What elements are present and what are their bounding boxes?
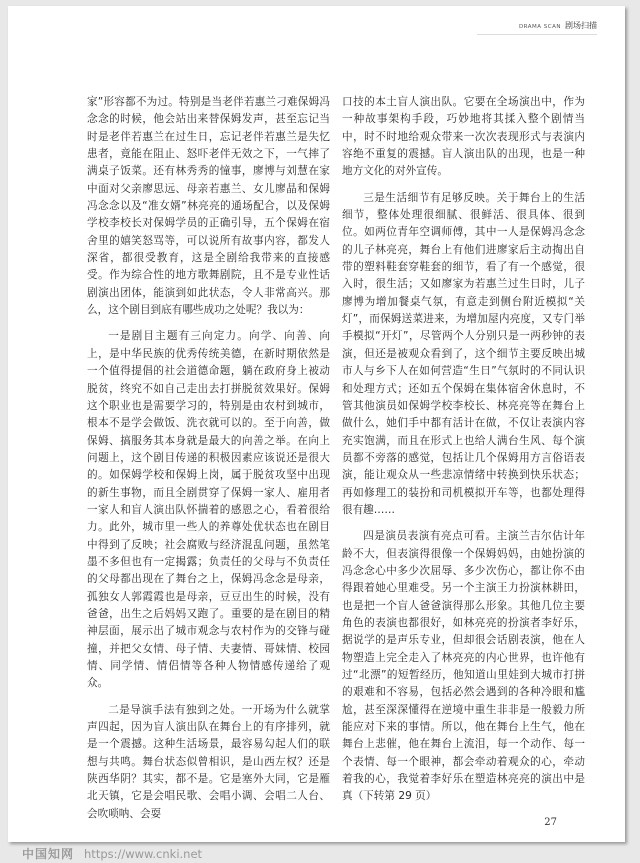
header-chinese: 剧场扫描	[565, 21, 597, 30]
source-footer	[22, 845, 202, 862]
paragraph: 二是导演手法有独到之处。一开场为什么就掌声四起，因为盲人演出队在舞台上的有序排列，就是一个震撼。这种生活场景，最容易勾起人们的联想与共鸣。舞台状态似曾相识，是山西左权？还是陕西华阴？其实，都不是。它是塞外大同，它是雁北天镇，它是会唱民歌、会唱小调、会唱二人台、会吹唢呐、会耍	[87, 703, 330, 820]
cnki-logo: 中国知网	[22, 847, 75, 861]
running-header	[519, 20, 597, 31]
paragraph: 口技的本土盲人演出队。它要在全场演出中，作为一种故事架构手段，巧妙地将其揉入整个剧情当中，时不时地给观众带来一次次表现形式与表演内容绝不重复的震撼。盲人演出队的出现，也是一种地方文化的对外宣传。	[342, 96, 585, 178]
left-column	[87, 94, 330, 823]
paragraph: 四是演员表演有亮点可看。主演兰吉尔估计年龄不大，但表演得很像一个保姆妈妈，由她扮演的冯念念心中多少次屈辱、多少次伤心，都让你不由得跟着她心里难受。另一个主演王力扮演林耕田，也是把一个盲人爸爸演得那么形象。其他几位主要角色的表演也都很好，如林亮亮的扮演者李好乐，据说学的是声乐专业，但却很会话剧表演，他在人物塑造上完全走入了林亮亮的内心世界，也许他有过“北漂”的短暂经历，他知道山里娃到大城市打拼的艰难和不容易，包括必然会遇到的各种冷眼和尴尬，甚至深深懂得在逆境中重生非非是一般毅力所能应对下来的事情。所以，他在舞台上生气，他在舞台上悲催，他在舞台上流泪，每一个动作、每一个表情、每一个眼神，都会牵动着观众的心，牵动着我的心，我觉着李好乐在塑造林亮亮的演出中是真（下转第 29 页）	[342, 530, 585, 803]
journal-page	[8, 6, 625, 842]
header-rule	[477, 34, 597, 35]
right-column	[342, 94, 585, 806]
cnki-url[interactable]: https://www.cnki.net	[84, 847, 203, 861]
paragraph: 家”形容都不为过。特别是当老伴若惠兰刁难保姆冯念念的时候，他会站出来替保姆发声，甚至忘记当时是老伴若惠兰在过生日，忘记老伴若惠兰是失忆患者，竟能在阻止、怒吓老伴无效之下，一气摔了满桌子饭菜。还有林秀秀的憧事，廖博与刘慧在家中面对父亲廖思远、母亲若惠兰、女儿廖晶和保姆冯念念以及“准女婿”林亮亮的通场配合，以及保姆学校李校长对保姆学员的正确引导，五个保姆在宿舍里的嬉笑怒骂等，可以说所有故事内容，都发人深省，都很受教育，这是全剧给我带来的直接感受。作为综合性的地方歌舞剧院，且不是专业性话剧演出团体，能演到如此状态，令人非常高兴。那么，这个剧目到底有哪些成功之处呢？我以为：	[87, 96, 330, 317]
paragraph: 三是生活细节有足够反映。关于舞台上的生活细节，整体处理很细腻、很鲜活、很具体、很到位。如两位青年空调师傅，其中一人是保姆冯念念的儿子林亮亮，舞台上有他们进廖家后主动掏出自带的塑料鞋套穿鞋套的细节，看了有一个感觉，很入时，很生活；又如廖家为若惠兰过生日时，儿子廖博为增加餐桌气氛，有意走到侧台附近模拟“关灯”，而保姆送菜进来，为增加屋内亮度，又专门举手模拟“开灯”，尽管两个人分别只是一两秒钟的表演，但还是被观众看到了，这个细节主要反映出城市人与乡下人在如何营造“生日”气氛时的不同认识和处理方式；还如五个保姆在集体宿舍休息时，不管其他演员如保姆学校李校长、林亮亮等在舞台上做什么，她们手中都有活计在做，不仅让表演内容充实饱满，而且在形式上也给人满台生风、每个演员都不旁落的感觉，包括让几个保姆用方言俗语表演，能让观众从一些悲凉情绪中转换到快乐状态；再如修理工的装扮和司机模拟开车等，也都处理得很有趣……	[342, 191, 585, 516]
header-english: DRAMA SCAN	[518, 24, 561, 30]
page-number: 27	[544, 817, 557, 828]
paragraph: 一是剧目主题有三向定力。向学、向善、向上，是中华民族的优秀传统美德，在新时期依然是一个值得提倡的社会道德命题，躺在政府身上被动脱贫，终究不如自己走出去打拼脱贫效果好。保姆这个职业也是需要学习的，特别是由农村到城市，根本不是学会做饭、洗衣就可以的。至于向善，做保姆、搞服务其本身就是最大的向善之举。在向上问题上，这个剧目传递的积极因素应该说还是很大的。如保姆学校和保姆上岗，属于脱贫攻坚中出现的新生事物，而且全剧贯穿了保姆一家人、雇用者一家人和盲人演出队怀揣着的感恩之心，看着很给力。此外，城市里一些人的养尊处优状态也在剧目中得到了反映；社会腐败与经济混乱问题，虽然笔墨不多但也有一定揭露；负责任的父母与不负责任的父母都出现在了舞台之上，保姆冯念念是母亲，孤独女人郭霞霞也是母亲，豆豆出生的时候，没有爸爸，出生之后妈妈又跑了。重要的是在剧目的精神层面，展示出了城市观念与农村作为的交锋与碰撞，并把父女情、母子情、夫妻情、哥妹情、校园情、同学情、情侣情等各种人物情感传递给了观众。	[87, 330, 330, 690]
